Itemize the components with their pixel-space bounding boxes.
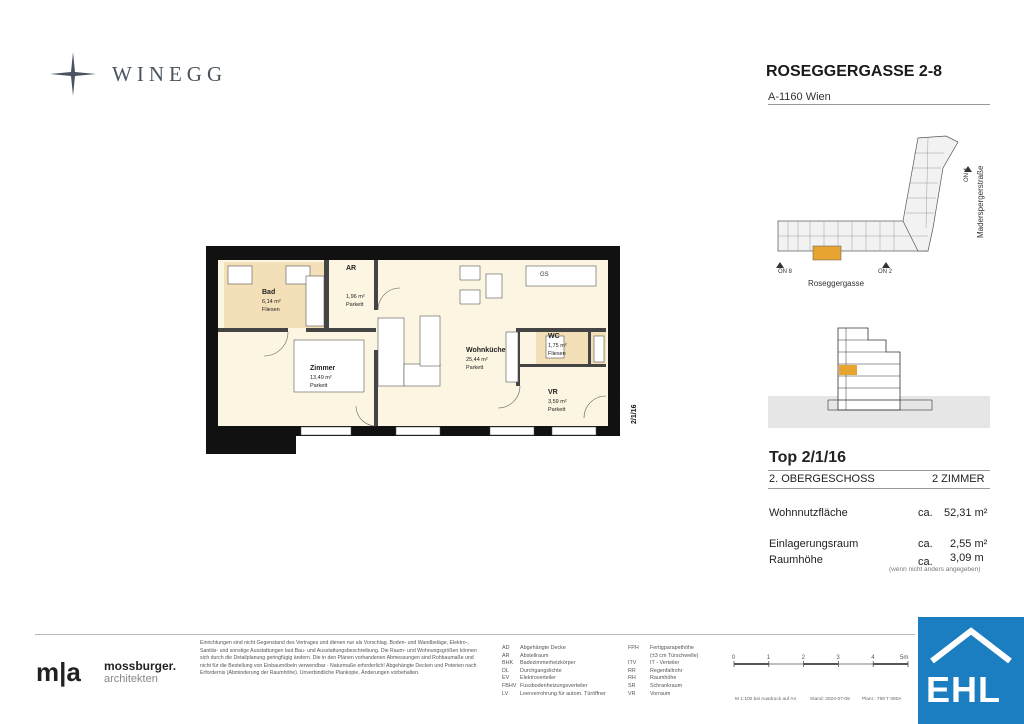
room-name-ar: AR bbox=[346, 265, 357, 272]
brand-logo-text: WINEGG bbox=[112, 62, 228, 86]
legend-abbreviations-a: AD Abgehängte Decke AR Abstellraum BHK Badezimmerheizkörper DL Durchgangslichte EV Elektroverteiler FBHV Fussbodenheizungsverteiler LV Leerverrohrung für autom. Türöffner bbox=[502, 645, 606, 697]
room-floor-wohnkueche: Parkett bbox=[466, 365, 484, 371]
area-label-raumhoehe: Raumhöhe bbox=[769, 554, 823, 566]
architect-mark: m|a bbox=[36, 657, 81, 687]
room-name-bad: Bad bbox=[262, 289, 276, 296]
site-label-on8: ON 8 bbox=[778, 269, 793, 275]
divider bbox=[768, 470, 990, 471]
room-area-vr: 3,59 m² bbox=[548, 399, 567, 405]
area-label-einlagerungsraum: Einlagerungsraum bbox=[769, 538, 859, 550]
room-area-zimmer: 13,49 m² bbox=[310, 375, 332, 381]
area-value-wohnnutzflaeche: 52,31 m² bbox=[944, 507, 988, 519]
unit-top-label: Top 2/1/16 bbox=[769, 449, 847, 466]
room-floor-vr: Parkett bbox=[548, 407, 566, 413]
unit-floor: 2. OBERGESCHOSS bbox=[769, 473, 875, 485]
building-section bbox=[768, 318, 990, 428]
area-note: (wenn nicht anders angegeben) bbox=[889, 566, 981, 573]
architect-name: mossburger. bbox=[104, 659, 177, 673]
area-ca: ca. bbox=[918, 556, 933, 568]
site-plan bbox=[768, 128, 990, 292]
area-ca: ca. bbox=[918, 507, 933, 519]
site-label-on2: ON 2 bbox=[878, 269, 893, 275]
scale-label-5: 5m bbox=[900, 655, 909, 661]
scale-note: M 1:100 bei Ausdruck auf A4 bbox=[735, 697, 797, 702]
scale-label-0: 0 bbox=[732, 655, 736, 661]
scale-label-2: 2 bbox=[801, 655, 805, 661]
scale-label-4: 4 bbox=[871, 655, 875, 661]
room-floor-zimmer: Parkett bbox=[310, 383, 328, 389]
room-name-wohnkueche: Wohnküche bbox=[466, 347, 506, 354]
room-area-bad: 6,14 m² bbox=[262, 299, 281, 305]
divider bbox=[768, 488, 990, 489]
room-name-wc: WC bbox=[548, 333, 560, 340]
disclaimer-text: Einrichtungen sind nicht Gegenstand des Vertrages und dienen nur als Vorschlag. Boden- und Wandbeläge, Elektro-, Sanitär- und sonstige Ausstattungen laut Bau- und Ausstattungsbeschreibung. Die Raum- und Wohnungsgrößen können sich durch die Detailplanung geringfügig ändern. Die in den Plänen vorhandenen Abmessungen sind Rohbaumaße und nicht für die Bestellung von Einbaumöbeln verwendbar - Naturmaße erforderlich! Abgehängte Decken und Poterien nach Erfordernis (Abminderung der Raumhöhe). Unverbindliche Plankopie, Änderungen vorbehalten. bbox=[200, 640, 477, 677]
room-name-zimmer: Zimmer bbox=[310, 365, 336, 372]
stand-date: Stand: 2024-07-08 bbox=[810, 697, 850, 702]
unit-door-label: 2/1/16 bbox=[631, 404, 638, 424]
area-ca: ca. bbox=[918, 538, 933, 550]
area-value-einlagerungsraum: 2,55 m² bbox=[950, 538, 988, 550]
house-roof-icon bbox=[928, 625, 1014, 665]
unit-rooms: 2 ZIMMER bbox=[932, 473, 985, 485]
divider bbox=[768, 104, 990, 105]
room-floor-bad: Fliesen bbox=[262, 307, 280, 313]
site-street-right: Maderspergerstraße bbox=[976, 165, 985, 238]
plan-number: Planr.: 769 T 080A bbox=[862, 697, 902, 702]
area-label-wohnnutzflaeche: Wohnnutzfläche bbox=[769, 507, 848, 519]
floor-plan bbox=[206, 246, 638, 454]
room-area-wc: 1,75 m² bbox=[548, 343, 567, 349]
room-area-ar: 1,96 m² bbox=[346, 294, 365, 300]
room-name-vr: VR bbox=[548, 389, 558, 396]
winegg-star-icon bbox=[50, 52, 96, 96]
room-floor-ar: Parkett bbox=[346, 302, 364, 308]
project-address: A-1160 Wien bbox=[768, 91, 831, 103]
room-area-wohnkueche: 25,44 m² bbox=[466, 357, 488, 363]
architect-sub: architekten bbox=[104, 673, 158, 685]
gs-label: GS bbox=[540, 272, 549, 278]
scale-label-3: 3 bbox=[836, 655, 840, 661]
scale-label-1: 1 bbox=[766, 655, 771, 661]
project-title: ROSEGGERGASSE 2-8 bbox=[766, 63, 943, 80]
ehl-logo bbox=[918, 617, 1024, 724]
scale-bar bbox=[730, 652, 914, 674]
room-floor-wc: Fliesen bbox=[548, 351, 566, 357]
legend-abbreviations-b: FPH Fertigparapethöhe (±3 cm Türschwelle) ITV IT - Verteiler RR Regenfallrohr RH Raumhöhe SR Schrankraum VR Vorraum bbox=[628, 645, 699, 697]
footer-divider bbox=[35, 634, 915, 635]
area-value-raumhoehe: 3,09 m bbox=[950, 552, 984, 564]
site-label-on4: ON 4 bbox=[964, 167, 970, 182]
site-street-bottom: Roseggergasse bbox=[808, 279, 865, 288]
ehl-logo-text: EHL bbox=[926, 669, 1001, 710]
